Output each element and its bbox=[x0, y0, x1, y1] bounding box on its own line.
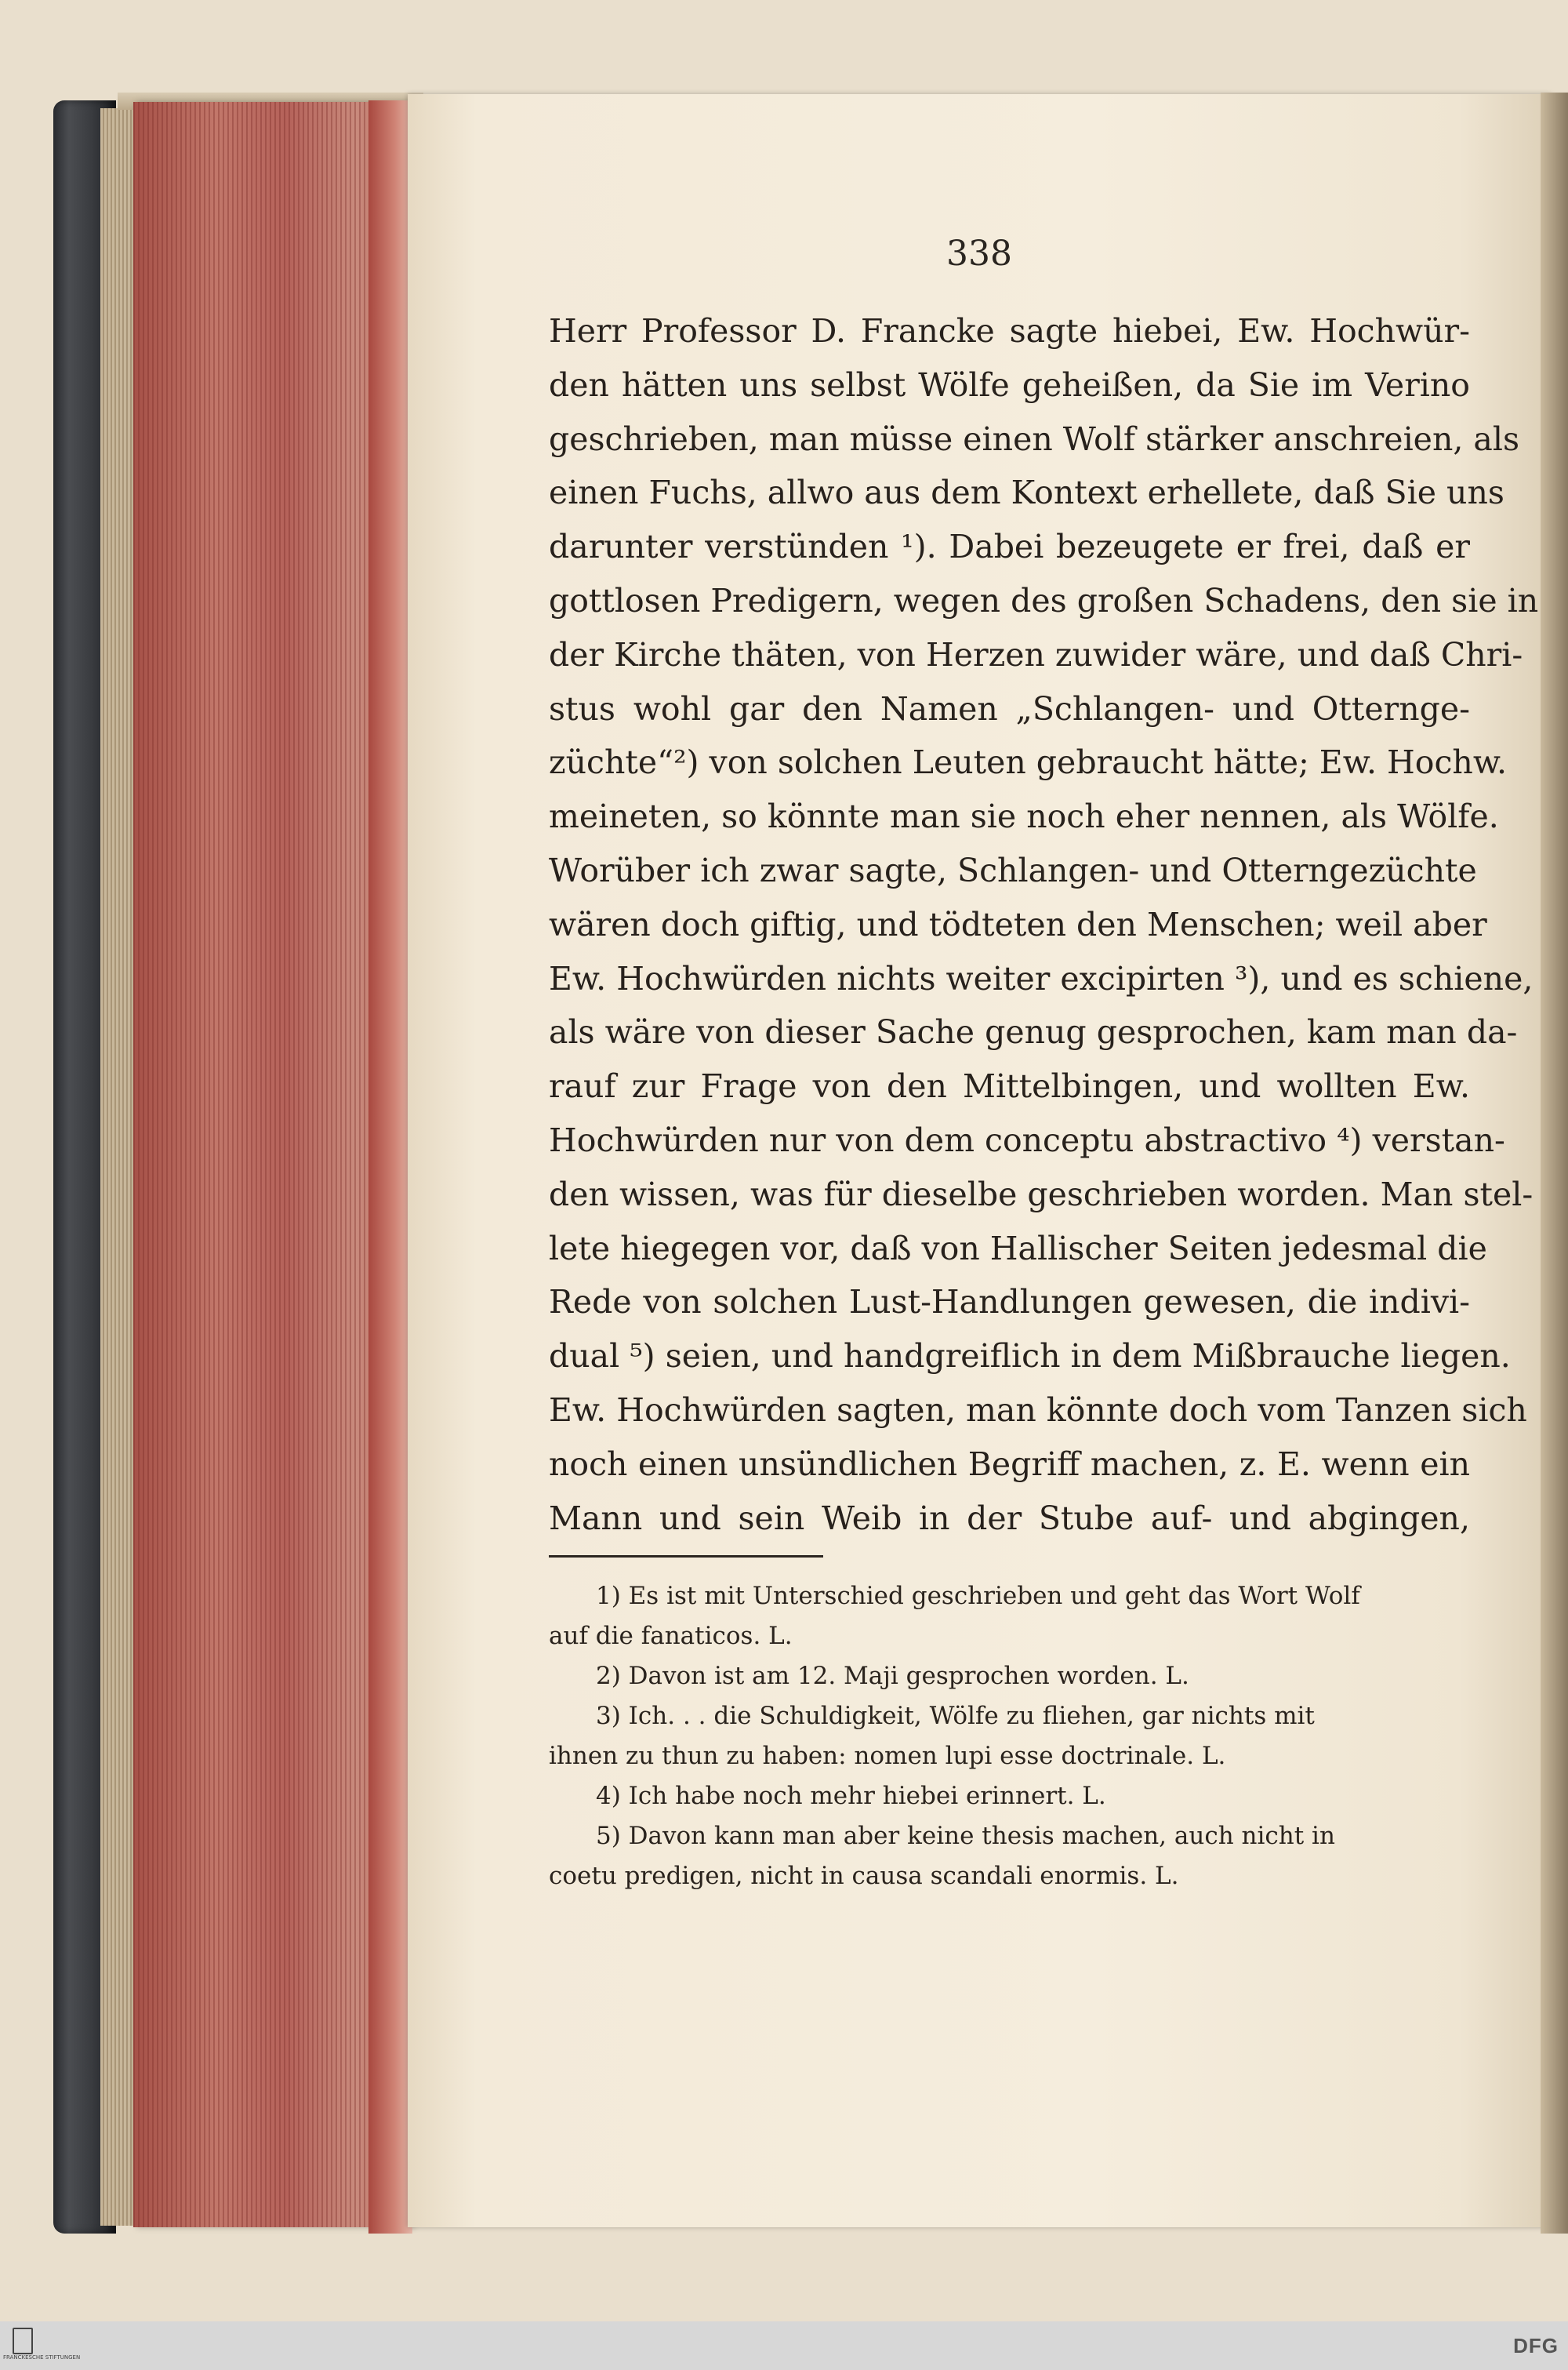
red-page-edge bbox=[368, 100, 412, 2234]
body-text bbox=[549, 304, 1539, 1545]
text-line: darunter verstünden ¹). Dabei bezeugete er frei, daß er bbox=[549, 528, 1470, 566]
text-line: rauf zur Frage von den Mittelbingen, und wollten Ew. bbox=[549, 1067, 1470, 1106]
text-line: den hätten uns selbst Wölfe geheißen, da Sie im Verino bbox=[549, 365, 1470, 404]
footnote-line: auf die fanaticos. L. bbox=[549, 1622, 793, 1650]
text-line: Rede von solchen Lust-Handlungen gewesen, die indivi- bbox=[549, 1283, 1470, 1321]
text-line: der Kirche thäten, von Herzen zuwider wäre, und daß Chri- bbox=[549, 635, 1523, 674]
library-logo-caption: FRANCKESCHE STIFTUNGEN bbox=[3, 2354, 81, 2361]
book-page bbox=[408, 94, 1551, 2227]
cover-edge bbox=[100, 108, 136, 2226]
text-line: einen Fuchs, allwo aus dem Kontext erhellete, daß Sie uns bbox=[549, 474, 1504, 512]
footnote-line: coetu predigen, nicht in causa scandali enormis. L. bbox=[549, 1862, 1179, 1890]
library-logo-icon bbox=[13, 2328, 33, 2354]
text-line: meineten, so könnte man sie noch eher nennen, als Wölfe. bbox=[549, 798, 1499, 836]
viewer-footer-bar bbox=[0, 2321, 1568, 2370]
text-line: Ew. Hochwürden nichts weiter excipirten ³), und es schiene, bbox=[549, 959, 1534, 998]
footnote-line: 3) Ich. . . die Schuldigkeit, Wölfe zu fliehen, gar nichts mit bbox=[596, 1702, 1315, 1730]
text-line: gottlosen Predigern, wegen des großen Schadens, den sie in bbox=[549, 581, 1539, 620]
text-line: geschrieben, man müsse einen Wolf stärker anschreien, als bbox=[549, 420, 1520, 458]
page-number: 338 bbox=[946, 234, 1012, 274]
footnote-line: 5) Davon kann man aber keine thesis machen, auch nicht in bbox=[596, 1822, 1335, 1850]
text-line: als wäre von dieser Sache genug gesprochen, kam man da- bbox=[549, 1013, 1518, 1052]
footnote-line: 2) Davon ist am 12. Maji gesprochen worden. L. bbox=[596, 1662, 1189, 1690]
text-line: dual ⁵) seien, und handgreiflich in dem Mißbrauche liegen. bbox=[549, 1337, 1511, 1376]
text-line: stus wohl gar den Namen „Schlangen- und Otternge- bbox=[549, 689, 1470, 728]
footnote-line: 4) Ich habe noch mehr hiebei erinnert. L. bbox=[596, 1782, 1106, 1810]
text-line: Ew. Hochwürden sagten, man könnte doch vom Tanzen sich bbox=[549, 1390, 1527, 1429]
footnote-rule bbox=[549, 1555, 823, 1558]
footnote-line: ihnen zu thun zu haben: nomen lupi esse doctrinale. L. bbox=[549, 1742, 1226, 1770]
dfg-logo: DFG bbox=[1513, 2334, 1559, 2357]
footnotes bbox=[549, 1576, 1470, 1896]
text-line: züchte“²) von solchen Leuten gebraucht hätte; Ew. Hochw. bbox=[549, 743, 1508, 782]
text-line: Mann und sein Weib in der Stube auf- und abgingen, bbox=[549, 1499, 1470, 1537]
text-line: Herr Professor D. Francke sagte hiebei, Ew. Hochwür- bbox=[549, 312, 1470, 350]
text-line: wären doch giftig, und tödteten den Menschen; weil aber bbox=[549, 905, 1487, 943]
text-line: Worüber ich zwar sagte, Schlangen- und Otterngezüchte bbox=[549, 851, 1477, 889]
text-line: den wissen, was für dieselbe geschrieben worden. Man stel- bbox=[549, 1175, 1534, 1213]
text-line: noch einen unsündlichen Begriff machen, z. E. wenn ein bbox=[549, 1445, 1470, 1483]
text-line: lete hiegegen vor, daß von Hallischer Seiten jedesmal die bbox=[549, 1229, 1487, 1267]
text-line: Hochwürden nur von dem conceptu abstractivo ⁴) verstan- bbox=[549, 1121, 1505, 1159]
footnote-line: 1) Es ist mit Unterschied geschrieben und geht das Wort Wolf bbox=[596, 1582, 1360, 1610]
next-page-edge bbox=[1541, 93, 1568, 2234]
